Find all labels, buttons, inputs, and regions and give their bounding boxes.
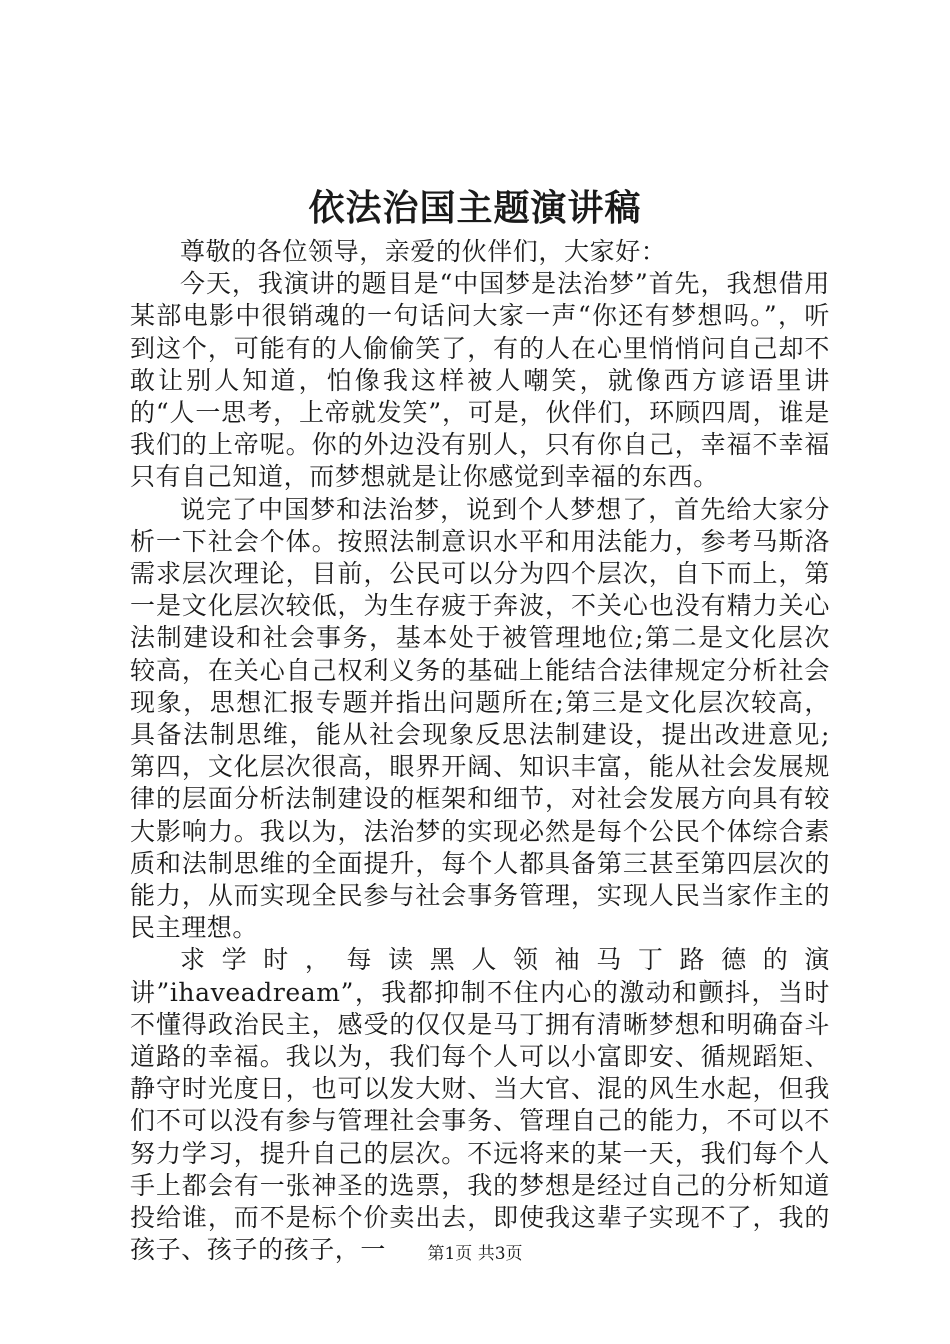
paragraph-levels: 说完了中国梦和法治梦，说到个人梦想了，首先给大家分析一下社会个体。按照法制意识水平和用法能力，参考马斯洛需求层次理论，目前，公民可以分为四个层次，自下而上，第一是文化层次较低，为生存疲于奔波，不关心也没有精力关心法制建设和社会事务，基本处于被管理地位;第二是文化层次较高，在关心自己权利义务的基础上能结合法律规定分析社会现象，思想汇报专题并指出问题所在;第三是文化层次较高，具备法制思维，能从社会现象反思法制建设，提出改进意见;第四，文化层次很高，眼界开阔、知识丰富，能从社会发展规律的层面分析法制建设的框架和细节，对社会发展方向具有较大影响力。我以为，法治梦的实现必然是每个公民个体综合素质和法制思维的全面提升，每个人都具备第三甚至第四层次的能力，从而实现全民参与社会事务管理，实现人民当家作主的民主理想。 [130,494,830,943]
paragraph-intro: 今天，我演讲的题目是“中国梦是法治梦”首先，我想借用某部电影中很销魂的一句话问大家一声“你还有梦想吗。”，听到这个，可能有的人偷偷笑了，有的人在心里悄悄问自己却不敢让别人知道，怕像我这样被人嘲笑，就像西方谚语里讲的“人一思考，上帝就发笑”，可是，伙伴们，环顾四周，谁是我们的上帝呢。你的外边没有别人，只有你自己，幸福不幸福只有自己知道，而梦想就是让你感觉到幸福的东西。 [130,269,830,492]
document-title: 依法治国主题演讲稿 [308,187,642,229]
page-footer: 第1页 共3页 [427,1244,523,1264]
paragraph-greeting: 尊敬的各位领导，亲爱的伙伴们，大家好： [180,237,667,266]
document-body [130,236,830,1267]
paragraph-dream: 求学时，每读黑人领袖马丁路德的演讲”ihaveadream”，我都抑制不住内心的激动和颤抖，当时不懂得政治民主，感受的仅仅是马丁拥有清晰梦想和明确奋斗道路的幸福。我以为，我们每个人可以小富即安、循规蹈矩、静守时光度日，也可以发大财、当大官、混的风生水起，但我们不可以没有参与管理社会事务、管理自己的能力，不可以不努力学习，提升自己的层次。不远将来的某一天，我们每个人手上都会有一张神圣的选票，我的梦想是经过自己的分析知道投给谁，而不是标个价卖出去，即使我这辈子实现不了，我的孩子、孩子的孩子，一 [130,945,830,1265]
